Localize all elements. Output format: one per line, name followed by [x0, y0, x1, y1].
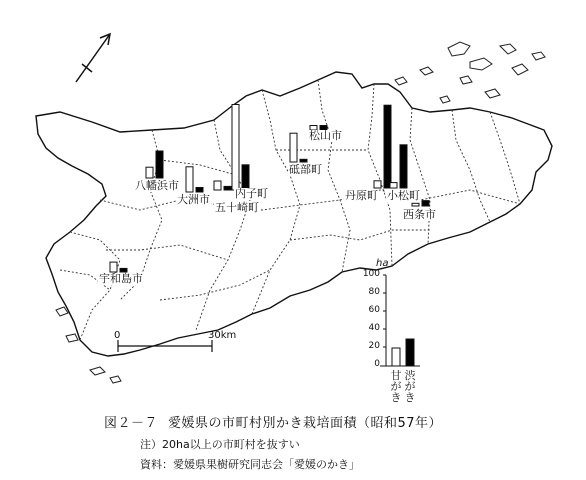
label-yawatahama: 八幡浜市 [135, 179, 179, 192]
figure-source: 資料：愛媛県果樹研究同志会「愛媛のかき」 [140, 458, 360, 471]
legend-tick-40: 40 [368, 323, 380, 333]
legend-bars [392, 339, 414, 366]
municipal-boundaries [60, 80, 520, 340]
legend-unit: ha [376, 258, 389, 269]
legend-sweet-label: 甘がき [390, 369, 402, 404]
tanbara-sweet-bar [374, 181, 381, 188]
scale-zero-label: 0 [114, 330, 121, 341]
prefecture-outline [36, 72, 552, 356]
saijo-astringent-bar [422, 201, 429, 206]
figure-note: 注）20ha以上の市町村を抜すい [140, 438, 300, 451]
legend-sweet-bar [392, 348, 400, 366]
uchiko-astringent-bar [224, 186, 231, 190]
legend-tick-20: 20 [368, 341, 380, 351]
saijo-sweet-bar [412, 203, 419, 206]
uwajima-sweet-bar [110, 262, 117, 272]
label-saijo: 西条市 [403, 208, 436, 221]
tobe-sweet-bar [290, 133, 297, 162]
label-matsuyama: 松山市 [309, 129, 342, 142]
ozu-sweet-bar [186, 167, 193, 192]
north-arrow-icon [76, 34, 110, 82]
label-tanbara: 丹原町 [345, 189, 378, 202]
yawatahama-astringent-bar [156, 151, 163, 178]
komatsu-sweet-bar [390, 183, 397, 188]
scale-end-label: 30km [208, 330, 237, 341]
yawatahama-sweet-bar [146, 167, 153, 178]
ozu-astringent-bar [196, 188, 203, 193]
legend-astringent-bar [406, 339, 414, 366]
figure-number: 図２－７ [104, 416, 159, 431]
legend-tick-60: 60 [368, 305, 380, 315]
legend-tick-0: 0 [374, 359, 380, 369]
figure-caption [104, 412, 442, 431]
tanbara-astringent-bar [384, 105, 391, 188]
islands [395, 42, 545, 103]
label-ikazaki: 五十崎町 [215, 201, 259, 214]
ikazaki-sweet-bar [232, 105, 239, 191]
legend-astringent-label: 渋がき [404, 369, 416, 404]
label-komatsu: 小松町 [387, 189, 420, 202]
tobe-astringent-bar [300, 159, 307, 162]
label-uwajima: 宇和島市 [99, 272, 143, 285]
legend-tick-80: 80 [368, 287, 380, 297]
legend-tick-100: 100 [362, 269, 380, 279]
label-tobe: 砥部町 [289, 163, 322, 176]
figure-title: 愛媛県の市町村別かき栽培面積（昭和57年） [168, 416, 443, 431]
label-uchiko: 内子町 [235, 187, 268, 200]
komatsu-astringent-bar [400, 145, 407, 188]
label-ozu: 大洲市 [177, 193, 210, 206]
uchiko-sweet-bar [214, 181, 221, 190]
southwest-islands [56, 307, 121, 383]
